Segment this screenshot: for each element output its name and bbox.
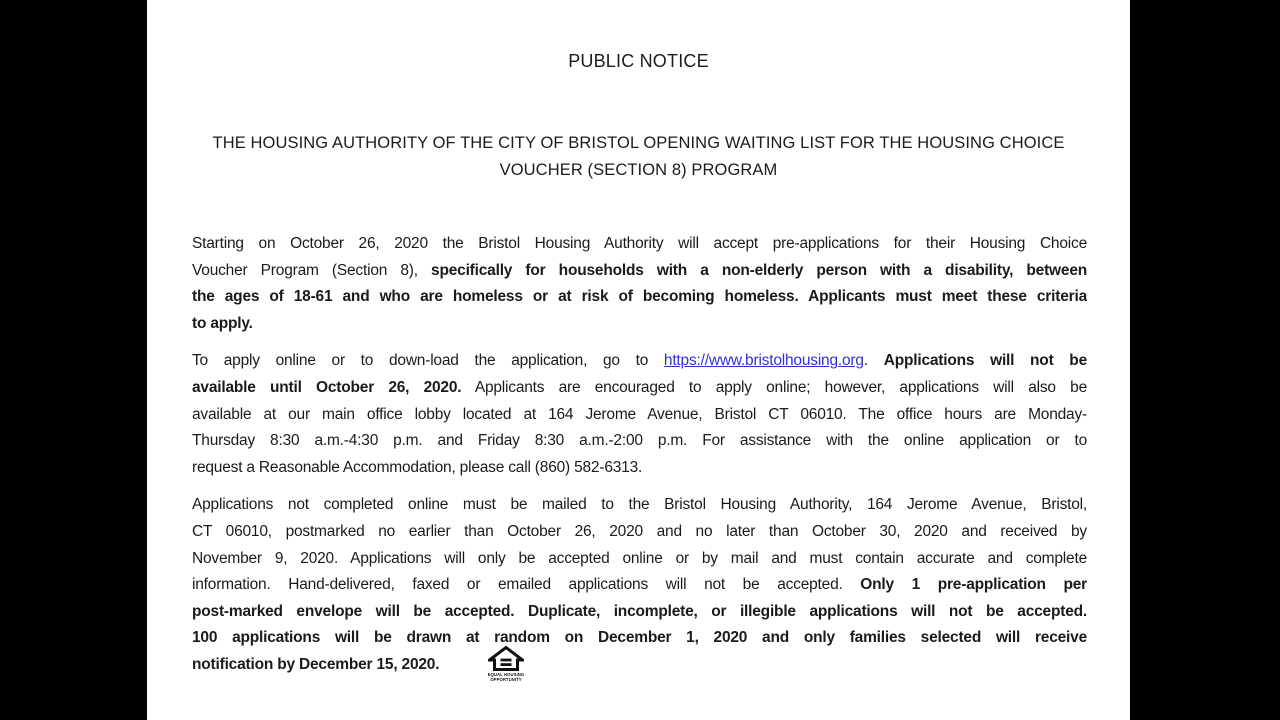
text-line bbox=[192, 284, 1087, 311]
bold-text-run: specifically for households with a non-elderly person with a disability, between bbox=[431, 261, 1087, 279]
bristol-housing-link[interactable]: https://www.bristolhousing.org bbox=[663, 352, 864, 370]
bold-text-run: to apply. bbox=[192, 314, 253, 332]
document-heading bbox=[147, 130, 1130, 183]
paragraph-eligibility bbox=[192, 231, 1087, 337]
bold-text-run: available until October 26, 2020. bbox=[192, 378, 462, 396]
document-title: PUBLIC NOTICE bbox=[568, 51, 709, 71]
text-line bbox=[192, 546, 1087, 573]
equal-housing-caption-line-1: EQUAL HOUSING bbox=[487, 672, 525, 677]
text-line bbox=[192, 348, 1087, 375]
text-run: Starting on October 26, 2020 the Bristol Housing Authority will accept pre-applications for their Housing Choice bbox=[192, 235, 1087, 252]
right-black-bar bbox=[1130, 0, 1280, 720]
text-run: request a Reasonable Accommodation, please call (860) 582-6313. bbox=[192, 458, 643, 476]
text-line bbox=[192, 258, 1087, 285]
text-line bbox=[192, 375, 1087, 402]
document-page bbox=[147, 0, 1130, 720]
equal-housing-caption bbox=[487, 672, 525, 682]
equal-housing-house-icon bbox=[488, 646, 524, 671]
bold-text-run: the ages of 18-61 and who are homeless or at risk of becoming homeless. Applicants must meet these criteria bbox=[192, 288, 1087, 306]
text-line bbox=[192, 311, 1087, 338]
bold-text-run: 100 applications will be drawn at random on December 1, 2020 and only families selected will receive bbox=[192, 629, 1087, 647]
text-run: CT 06010, postmarked no earlier than October 26, 2020 and no later than October 30, 2020 and received by bbox=[192, 522, 1087, 540]
text-line bbox=[192, 572, 1087, 599]
text-run: Applicants are encouraged to apply online; however, applications will also be bbox=[461, 378, 1087, 396]
heading-line-2: VOUCHER (SECTION 8) PROGRAM bbox=[499, 160, 778, 179]
bold-text-run: Applications will not be bbox=[883, 352, 1087, 370]
text-run: . bbox=[863, 352, 884, 370]
equal-housing-opportunity-logo bbox=[487, 646, 525, 682]
text-line bbox=[192, 599, 1087, 626]
text-line bbox=[192, 519, 1087, 546]
paragraph-how-to-apply bbox=[192, 348, 1087, 481]
text-run: To apply online or to down-load the application, go to bbox=[192, 352, 664, 370]
left-black-bar bbox=[0, 0, 147, 720]
equal-housing-caption-line-2: OPPORTUNITY bbox=[490, 677, 522, 682]
text-line bbox=[192, 428, 1087, 455]
text-run: Voucher Program (Section 8), bbox=[192, 261, 432, 279]
text-run: available at our main office lobby located at 164 Jerome Avenue, Bristol CT 06010. The office hours are Monday- bbox=[192, 405, 1087, 423]
heading-line-1: THE HOUSING AUTHORITY OF THE CITY OF BRISTOL OPENING WAITING LIST FOR THE HOUSING CHOICE bbox=[212, 134, 1065, 152]
text-line bbox=[192, 652, 1087, 679]
bold-text-run: Only 1 pre-application per bbox=[860, 576, 1087, 594]
text-run: November 9, 2020. Applications will only be accepted online or by mail and must contain accurate and complete bbox=[192, 549, 1087, 567]
text-line bbox=[192, 231, 1087, 258]
paragraph-mail-rules bbox=[192, 492, 1087, 678]
bold-text-run: post-marked envelope will be accepted. Duplicate, incomplete, or illegible applications will not be accepted. bbox=[192, 602, 1087, 620]
text-line bbox=[192, 402, 1087, 429]
text-run: Applications not completed online must be mailed to the Bristol Housing Authority, 164 Jerome Avenue, Bristol, bbox=[192, 496, 1087, 514]
bold-text-run: notification by December 15, 2020. bbox=[192, 655, 440, 673]
text-line bbox=[192, 455, 1087, 482]
text-line bbox=[192, 492, 1087, 519]
paragraphs bbox=[192, 231, 1087, 679]
text-line bbox=[192, 625, 1087, 652]
text-run: Thursday 8:30 a.m.-4:30 p.m. and Friday 8:30 a.m.-2:00 p.m. For assistance with the online application or to bbox=[192, 432, 1087, 450]
text-run: information. Hand-delivered, faxed or emailed applications will not be accepted. bbox=[192, 576, 861, 594]
